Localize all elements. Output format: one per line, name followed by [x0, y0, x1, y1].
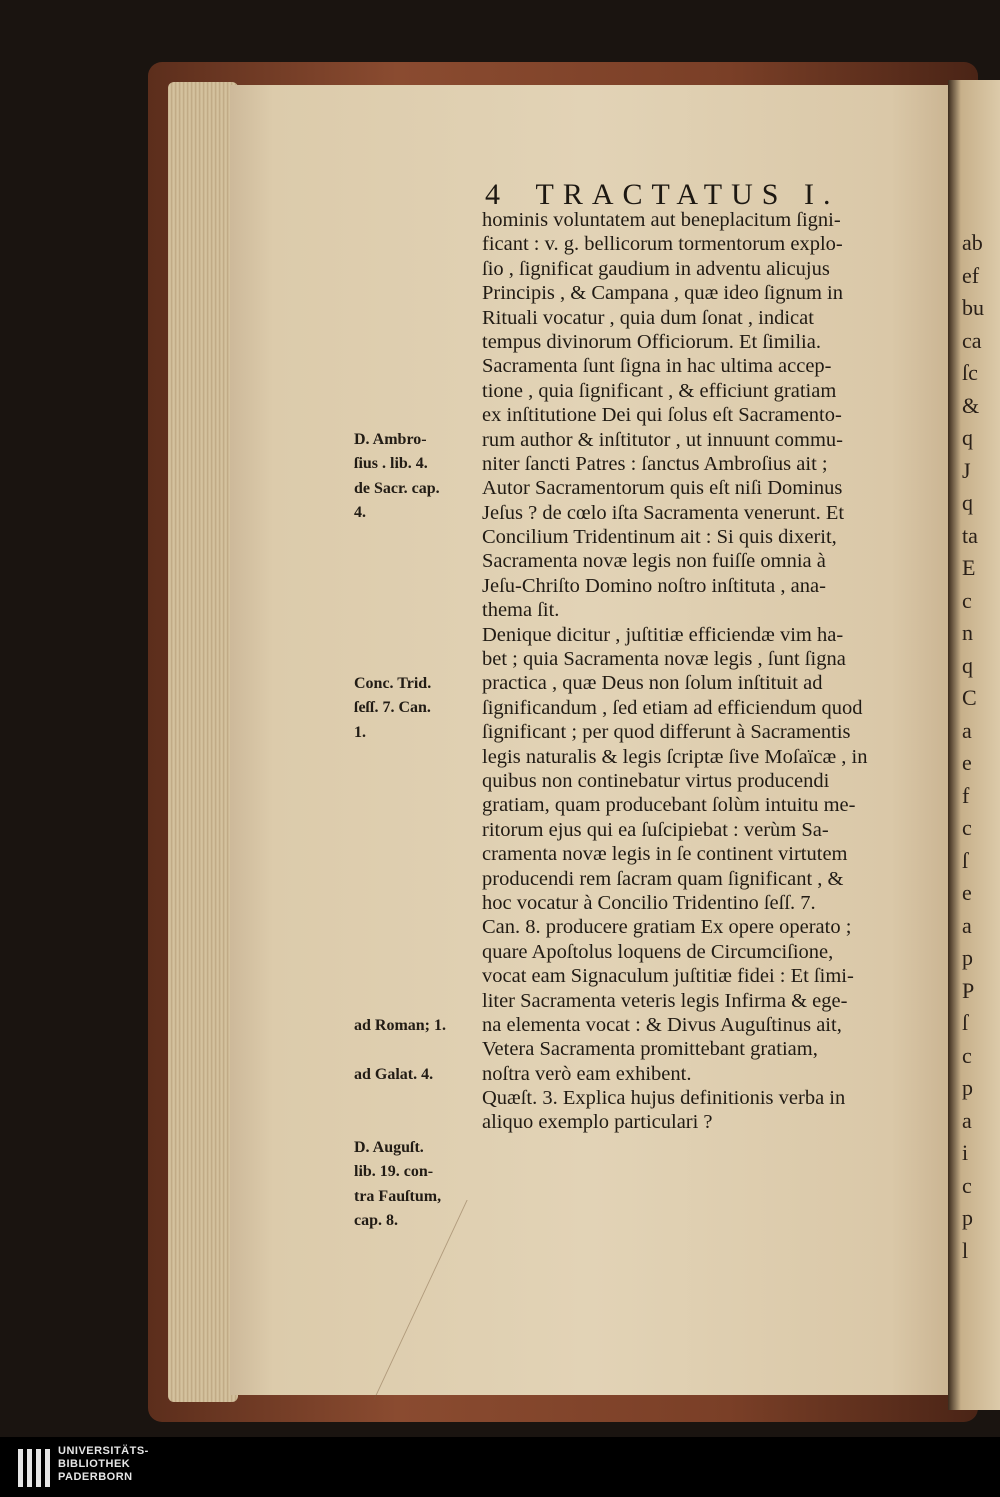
facing-page-fragment: a — [962, 912, 972, 938]
facing-page-fragment: c — [962, 815, 972, 840]
text-line: bet ; quia Sacramenta novæ legis , ſunt ſigna — [482, 648, 846, 671]
facing-page — [948, 80, 1000, 1410]
text-line: quibus non continebatur virtus producendi — [482, 769, 830, 792]
margin-note-line: lib. 19. con- — [354, 1163, 434, 1181]
margin-note-galatians — [354, 1063, 484, 1087]
margin-note-line: de Sacr. cap. — [354, 479, 440, 497]
text-line: quare Apoſtolus loquens de Circumciſione, — [482, 940, 834, 963]
text-line: rum author & inſtitutor , ut innuunt commu- — [482, 428, 843, 451]
margin-note-line: ſeſſ. 7. Can. — [354, 699, 431, 717]
facing-page-fragment: ta — [962, 522, 978, 548]
margin-note-line: D. Auguſt. — [354, 1139, 424, 1156]
margin-note-augustine — [354, 1136, 484, 1234]
text-line: Jeſu-Chriſto Domino noſtro inſtituta , ana- — [482, 574, 826, 597]
text-line: Sacramenta ſunt ſigna in hac ultima accep- — [482, 355, 832, 378]
facing-page-fragment: q — [962, 490, 973, 515]
page-edges — [168, 82, 238, 1402]
text-line: thema ſit. — [482, 599, 560, 622]
margin-note-line: ſius . lib. 4. — [354, 455, 428, 473]
facing-page-fragment: c — [962, 1042, 972, 1068]
main-text — [482, 208, 947, 1135]
margin-note-line: 4. — [354, 504, 366, 522]
text-line: hominis voluntatem aut beneplacitum ſigni- — [482, 209, 841, 231]
facing-page-fragment: e — [962, 880, 972, 905]
logo-line: PADERBORN — [58, 1471, 133, 1483]
facing-page-fragment: P — [962, 977, 975, 1003]
facing-page-fragment: n — [962, 620, 973, 645]
text-line: Autor Sacramentorum quis eſt niſi Dominus — [482, 477, 843, 500]
facing-page-fragment: ef — [962, 262, 980, 288]
text-line: tione , quia ſignificant , & efficiunt gratiam — [482, 379, 837, 402]
text-line: ritorum ejus qui ea ſuſcipiebat : verùm Sa- — [482, 818, 829, 841]
text-line: Denique dicitur , juſtitiæ efficiendæ vim ha- — [482, 623, 844, 646]
text-line: gratiam, quam producebant ſolùm intuitu me- — [482, 794, 856, 817]
facing-page-fragment: ab — [962, 230, 983, 255]
text-line: tempus divinorum Officiorum. Et ſimilia. — [482, 330, 821, 353]
facing-page-fragment: ca — [962, 327, 982, 353]
text-line: Principis , & Campana , quæ ideo ſignum in — [482, 282, 844, 305]
library-logo-icon — [18, 1449, 52, 1487]
facing-page-fragment: p — [962, 1075, 973, 1100]
text-line: ſignificant ; per quod differunt à Sacramentis — [482, 721, 851, 744]
margin-note-line: ad Galat. 4. — [354, 1066, 434, 1083]
library-logo-text — [58, 1445, 149, 1484]
text-line: ſignificandum , ſed etiam ad efficiendum quod — [482, 696, 863, 719]
logo-line: BIBLIOTHEK — [58, 1458, 131, 1470]
text-line: Quæſt. 3. Explica hujus definitionis verba in — [482, 1087, 846, 1110]
text-line: Jeſus ? de cœlo iſta Sacramenta venerunt. Et — [482, 501, 845, 524]
margin-note-line: D. Ambro- — [354, 431, 427, 448]
facing-page-fragment: q — [962, 652, 973, 678]
facing-page-fragment: J — [962, 457, 971, 483]
text-line: practica , quæ Deus non ſolum inſtituit ad — [482, 672, 823, 695]
margin-note-line: cap. 8. — [354, 1212, 398, 1230]
text-line: niter ſancti Patres : ſanctus Ambroſius ait ; — [482, 452, 828, 475]
facing-page-fragment: C — [962, 685, 977, 710]
text-line: na elementa vocat : & Divus Auguſtinus ait, — [482, 1013, 842, 1036]
facing-page-fragment: & — [962, 392, 980, 418]
text-line: cramenta novæ legis in ſe continent virtutem — [482, 843, 848, 866]
margin-note-ambrosius — [354, 428, 484, 526]
text-line: hoc vocatur à Concilio Tridentino ſeſſ. 7. — [482, 891, 816, 914]
text-line: Vetera Sacramenta promittebant gratiam, — [482, 1038, 818, 1061]
facing-page-fragment: p — [962, 1205, 973, 1230]
text-line: vocat eam Signaculum juſtitiæ fidei : Et ſimi- — [482, 965, 854, 988]
margin-note-line: tra Fauſtum, — [354, 1187, 442, 1205]
text-line: Sacramenta novæ legis non fuiſſe omnia à — [482, 550, 826, 573]
margin-note-trident — [354, 672, 484, 745]
margin-note-line: Conc. Trid. — [354, 675, 432, 692]
text-line: Rituali vocatur , quia dum ſonat , indicat — [482, 306, 814, 329]
page-number: 4 — [485, 178, 501, 211]
facing-page-fragment: c — [962, 1172, 972, 1198]
facing-page-fragment: ſc — [962, 360, 978, 385]
facing-page-fragment: l — [962, 1237, 969, 1263]
footer-bar — [0, 1437, 1000, 1497]
text-line: legis naturalis & legis ſcriptæ ſive Moſaïcæ , in — [482, 745, 868, 768]
text-line: producendi rem ſacram quam ſignificant , & — [482, 867, 844, 890]
text-line: ſio , ſignificat gaudium in adventu alicujus — [482, 257, 830, 280]
facing-page-fragment: p — [962, 945, 973, 970]
facing-page-fragment: a — [962, 1107, 972, 1133]
text-line: noſtra verò eam exhibent. — [482, 1062, 692, 1085]
running-header — [485, 178, 839, 212]
facing-page-fragment: e — [962, 750, 972, 775]
text-line: aliquo exemplo particulari ? — [482, 1111, 713, 1134]
facing-page-fragment: q — [962, 425, 973, 450]
margin-note-line: ad Roman; 1. — [354, 1017, 447, 1034]
facing-page-fragment: i — [962, 1140, 969, 1165]
facing-page-fragment: bu — [962, 295, 984, 320]
logo-line: UNIVERSITÄTS- — [58, 1445, 149, 1457]
margin-note-line: 1. — [354, 723, 366, 741]
facing-page-fragment: a — [962, 717, 972, 743]
text-line: Can. 8. producere gratiam Ex opere operato ; — [482, 916, 852, 939]
facing-page-fragment: ſ — [962, 1010, 969, 1035]
text-line: ex inſtitutione Dei qui ſolus eſt Sacramento- — [482, 404, 842, 427]
text-line: ficant : v. g. bellicorum tormentorum explo- — [482, 233, 843, 256]
facing-page-fragment: f — [962, 782, 970, 808]
facing-page-fragment: ſ — [962, 847, 969, 873]
running-title: TRACTATUS I. — [535, 178, 840, 211]
text-line: liter Sacramenta veteris legis Infirma & ege- — [482, 989, 848, 1012]
facing-page-fragment: E — [962, 555, 976, 580]
facing-page-fragment: c — [962, 587, 972, 613]
margin-note-romans — [354, 1014, 484, 1038]
text-line: Concilium Tridentinum ait : Si quis dixerit, — [482, 526, 837, 549]
